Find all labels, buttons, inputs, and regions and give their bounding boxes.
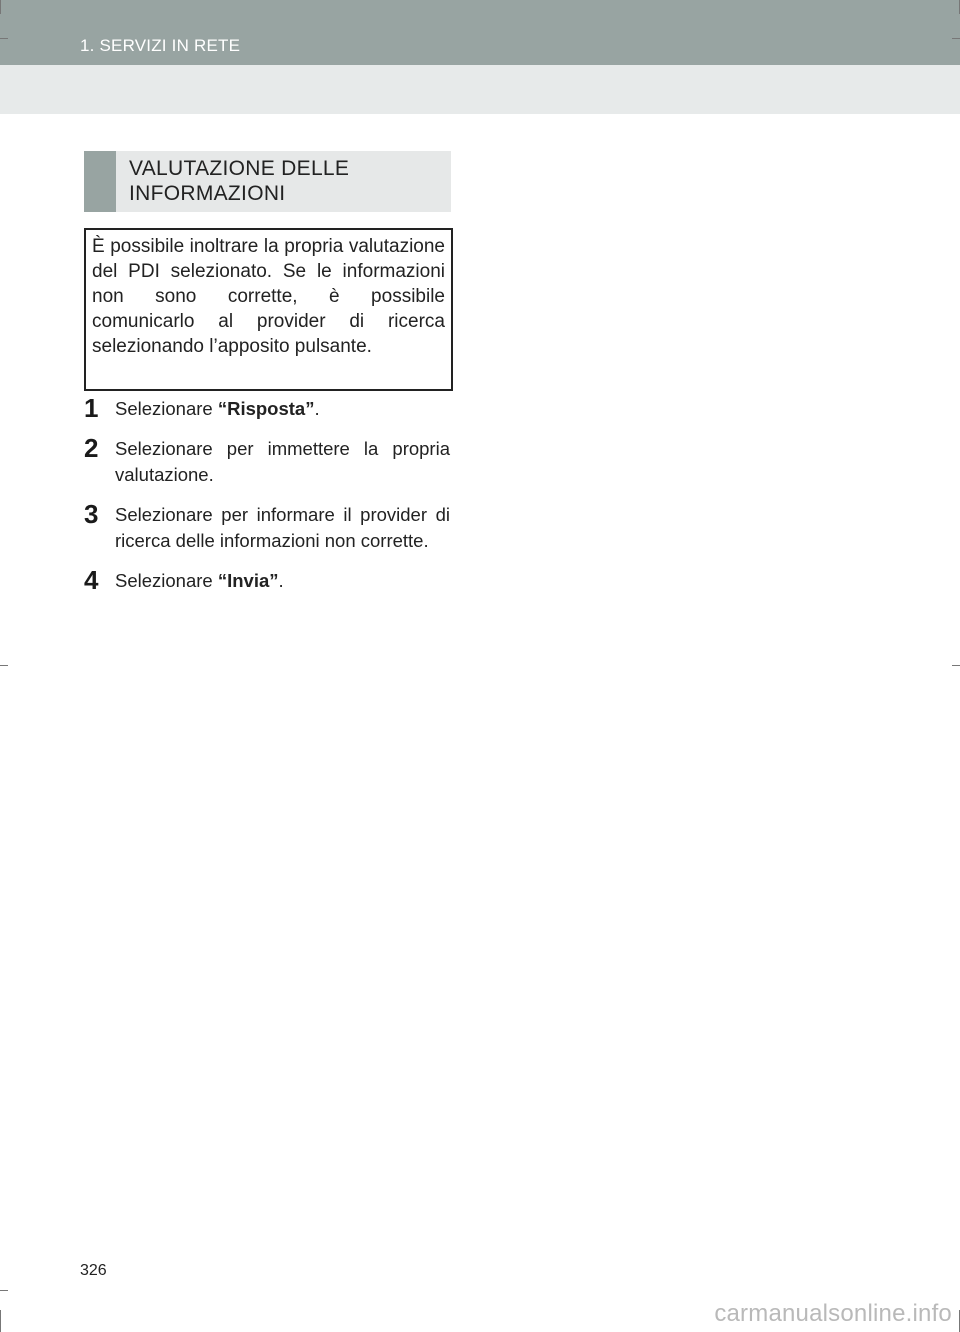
- step-text-end: .: [278, 570, 284, 591]
- step-2: [84, 433, 450, 488]
- step-text: [115, 568, 450, 594]
- step-text-quoted: “Risposta”: [217, 398, 315, 419]
- step-text-plain: Selezionare: [115, 570, 218, 591]
- step-1: [84, 393, 450, 423]
- step-number: 1: [84, 393, 99, 423]
- crop-mark: [0, 38, 8, 39]
- step-number: 2: [84, 433, 99, 463]
- crop-mark: [0, 1290, 8, 1291]
- step-text: Selezionare per immettere la propria valutazione.: [115, 438, 450, 485]
- intro-box: [84, 228, 453, 391]
- header-subband: [0, 65, 960, 114]
- step-number: 3: [84, 499, 99, 529]
- section-label: 1. SERVIZI IN RETE: [80, 36, 241, 55]
- page-number: 326: [80, 1262, 107, 1279]
- step-4: [84, 565, 450, 595]
- intro-text: È possibile inoltrare la propria valutazione del PDI selezionato. Se le informazioni non sono corrette, è possibile comunicarlo al provider di ricerca selezionando l’apposito pulsante.: [92, 236, 445, 357]
- section-title-box: [84, 151, 451, 212]
- crop-mark: [952, 38, 960, 39]
- step-text-quoted: “Invia”: [217, 570, 279, 591]
- header-band: [0, 0, 960, 65]
- section-title-line-2: INFORMAZIONI: [129, 182, 286, 205]
- step-text-plain: Selezionare: [115, 398, 218, 419]
- step-3: [84, 499, 450, 554]
- step-text: Selezionare per informare il provider di ricerca delle informazioni non corrette.: [115, 504, 450, 551]
- step-text-end: .: [314, 398, 320, 419]
- step-number: 4: [84, 565, 99, 595]
- step-text: [115, 396, 450, 422]
- crop-mark: [0, 1310, 1, 1332]
- crop-mark: [0, 665, 8, 666]
- crop-mark: [0, 0, 1, 14]
- section-title: [129, 156, 439, 206]
- title-accent-bar: [84, 151, 116, 212]
- steps-list: [84, 393, 450, 608]
- crop-mark: [952, 665, 960, 666]
- section-title-line-1: VALUTAZIONE DELLE: [129, 157, 350, 180]
- watermark: carmanualsonline.info: [714, 1300, 952, 1327]
